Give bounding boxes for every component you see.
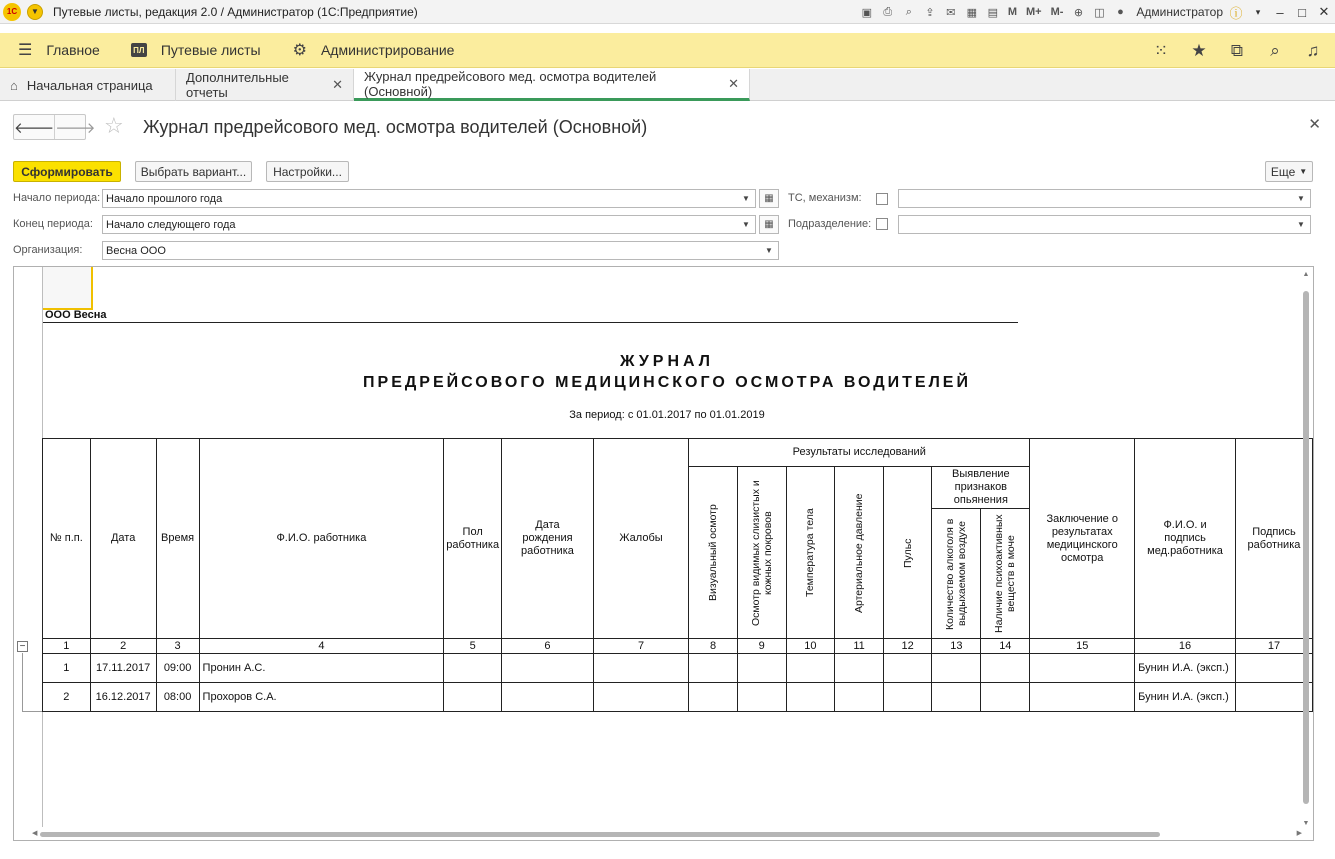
col-number: 3 bbox=[156, 639, 199, 654]
header-mucous bbox=[737, 467, 786, 639]
zoom-icon[interactable]: ⊕ bbox=[1073, 6, 1084, 19]
forward-arrow-icon[interactable]: 🡒 bbox=[54, 115, 95, 139]
tab-home[interactable] bbox=[0, 69, 176, 101]
menu-waybills[interactable] bbox=[131, 33, 261, 68]
group-bracket bbox=[22, 711, 42, 712]
chevron-down-icon[interactable]: ▼ bbox=[1297, 220, 1305, 229]
window-titlebar bbox=[0, 0, 1335, 24]
chevron-down-icon[interactable]: ▼ bbox=[765, 246, 773, 255]
tab-journal-label: Журнал предрейсового мед. осмотра водителей (Основной) bbox=[364, 68, 657, 99]
organization-label: Организация: bbox=[13, 244, 83, 256]
row-date[interactable]: 16.12.2017 bbox=[90, 683, 156, 712]
row-cell[interactable] bbox=[593, 654, 688, 683]
scroll-down-icon[interactable]: ▼ bbox=[1302, 820, 1310, 827]
period-start-value: Начало прошлого года bbox=[106, 192, 223, 205]
header-visual-text: Визуальный осмотр bbox=[707, 504, 720, 601]
system-toolbar bbox=[858, 3, 1223, 21]
tab-additional-reports-label: Дополнительные отчеты bbox=[186, 70, 289, 100]
waybills-icon: ПЛ bbox=[131, 43, 147, 57]
calendar-icon[interactable]: ▦ bbox=[759, 215, 779, 234]
header-pulse-text: Пульс bbox=[901, 537, 914, 568]
header-temp bbox=[786, 467, 835, 639]
header-pulse bbox=[883, 467, 932, 639]
row-cell[interactable] bbox=[981, 683, 1030, 712]
tab-journal[interactable] bbox=[354, 69, 750, 101]
col-number: 5 bbox=[444, 639, 502, 654]
attach-icon[interactable]: ⇪ bbox=[925, 6, 935, 19]
memory-button[interactable]: M bbox=[1007, 6, 1017, 18]
col-number: 9 bbox=[737, 639, 786, 654]
search-icon[interactable]: ⌕ bbox=[1270, 40, 1280, 60]
favorites-star-icon[interactable]: ★ bbox=[1191, 40, 1207, 60]
row-fio[interactable]: Пронин А.С. bbox=[199, 654, 444, 683]
info-icon[interactable]: ⓘ bbox=[1229, 5, 1243, 21]
horizontal-scrollbar[interactable] bbox=[32, 829, 1302, 839]
app-logo-icon: 1С bbox=[3, 3, 21, 21]
menu-waybills-label: Путевые листы bbox=[160, 42, 261, 58]
favorite-star-icon[interactable]: ☆ bbox=[104, 113, 124, 138]
header-temp-text: Температура тела bbox=[804, 508, 817, 597]
report-spreadsheet[interactable] bbox=[13, 266, 1314, 841]
scroll-left-icon[interactable]: ◀ bbox=[32, 830, 38, 837]
row-cell[interactable] bbox=[689, 654, 738, 683]
col-number: 2 bbox=[90, 639, 156, 654]
row-cell[interactable] bbox=[883, 654, 932, 683]
row-time[interactable]: 08:00 bbox=[156, 683, 199, 712]
row-cell[interactable] bbox=[932, 683, 981, 712]
row-medic[interactable]: Бунин И.А. (эксп.) bbox=[1135, 683, 1236, 712]
back-arrow-icon[interactable]: 🡐 bbox=[14, 119, 55, 137]
header-medic: Ф.И.О. и подпись мед.работника bbox=[1135, 439, 1236, 639]
calendar-icon[interactable]: ▤ bbox=[987, 6, 999, 19]
col-number: 1 bbox=[43, 639, 91, 654]
scroll-up-icon[interactable]: ▲ bbox=[1302, 271, 1310, 278]
vehicle-label: ТС, механизм: bbox=[788, 192, 862, 204]
period-end-label: Конец периода: bbox=[13, 218, 93, 230]
col-number: 12 bbox=[883, 639, 932, 654]
tab-additional-reports[interactable] bbox=[176, 69, 354, 101]
main-menu-dropdown-icon[interactable]: ▼ bbox=[27, 4, 43, 20]
close-tab-icon[interactable]: ✕ bbox=[728, 75, 739, 91]
division-checkbox[interactable] bbox=[876, 218, 888, 230]
more-button-label: Еще bbox=[1270, 164, 1296, 179]
col-number: 15 bbox=[1030, 639, 1135, 654]
row-cell[interactable] bbox=[883, 683, 932, 712]
functions-grid-icon[interactable]: ⁙ bbox=[1153, 40, 1169, 60]
report-organization: ООО Весна bbox=[45, 309, 107, 321]
memory-minus-button[interactable]: M- bbox=[1050, 6, 1064, 18]
save-icon[interactable]: ▣ bbox=[861, 6, 873, 19]
row-num[interactable]: 1 bbox=[43, 654, 91, 683]
row-cell[interactable] bbox=[444, 683, 502, 712]
row-cell[interactable] bbox=[1030, 683, 1135, 712]
period-start-label: Начало периода: bbox=[13, 192, 101, 204]
calendar-icon[interactable]: ▦ bbox=[759, 189, 779, 208]
gear-icon: ⚙ bbox=[292, 42, 307, 59]
selected-cell[interactable] bbox=[43, 267, 93, 310]
header-results: Результаты исследований bbox=[689, 439, 1030, 467]
calculator-icon[interactable]: ▦ bbox=[966, 6, 978, 19]
row-cell[interactable] bbox=[737, 683, 786, 712]
col-number: 10 bbox=[786, 639, 835, 654]
user-icon: ● bbox=[1117, 6, 1124, 18]
organization-underline bbox=[43, 322, 1018, 323]
header-pressure-text: Артериальное давление bbox=[853, 492, 866, 613]
scroll-right-icon[interactable]: ▶ bbox=[1296, 830, 1302, 837]
vehicle-field[interactable] bbox=[898, 189, 1311, 208]
col-number: 14 bbox=[981, 639, 1030, 654]
preview-icon[interactable]: ⌕ bbox=[905, 5, 912, 18]
header-signature: Подпись работника bbox=[1235, 439, 1312, 639]
header-complaints: Жалобы bbox=[593, 439, 688, 639]
menu-main[interactable] bbox=[18, 33, 100, 68]
header-conclusion: Заключение о результатах медицинского осмотра bbox=[1030, 439, 1135, 639]
section-menubar bbox=[0, 33, 1335, 68]
print-icon[interactable]: ⎙ bbox=[883, 5, 893, 18]
col-number: 11 bbox=[835, 639, 884, 654]
header-alcohol bbox=[932, 509, 981, 639]
menu-main-label: Главное bbox=[46, 42, 100, 58]
col-number: 4 bbox=[199, 639, 444, 654]
menu-admin[interactable] bbox=[293, 33, 455, 68]
report-subtitle: ПРЕДРЕЙСОВОГО МЕДИЦИНСКОГО ОСМОТРА ВОДИТЕЛЕЙ bbox=[363, 374, 971, 391]
vehicle-checkbox[interactable] bbox=[876, 193, 888, 205]
column-numbers-row bbox=[43, 639, 1313, 654]
col-number: 6 bbox=[502, 639, 594, 654]
menu-admin-label: Администрирование bbox=[320, 42, 455, 58]
row-cell[interactable] bbox=[593, 683, 688, 712]
period-start-field[interactable] bbox=[102, 189, 756, 208]
window-title: Путевые листы, редакция 2.0 / Администратор (1С:Предприятие) bbox=[53, 4, 418, 19]
header-pressure bbox=[835, 467, 884, 639]
journal-table bbox=[42, 438, 1313, 712]
vertical-scroll-thumb[interactable] bbox=[1303, 291, 1309, 804]
table-row[interactable] bbox=[43, 683, 1313, 712]
row-cell[interactable] bbox=[835, 683, 884, 712]
row-cell[interactable] bbox=[444, 654, 502, 683]
header-sex: Пол работника bbox=[444, 439, 502, 639]
row-time[interactable]: 09:00 bbox=[156, 654, 199, 683]
close-form-icon[interactable]: ✕ bbox=[1308, 116, 1321, 133]
collapse-group-icon[interactable]: − bbox=[17, 641, 28, 652]
row-cell[interactable] bbox=[502, 654, 594, 683]
tab-home-label: Начальная страница bbox=[26, 77, 153, 93]
row-cell[interactable] bbox=[1030, 654, 1135, 683]
horizontal-scroll-thumb[interactable] bbox=[40, 832, 1160, 837]
dropdown-icon[interactable]: ▾ bbox=[1255, 6, 1261, 17]
row-cell[interactable] bbox=[689, 683, 738, 712]
header-psycho bbox=[981, 509, 1030, 639]
period-end-field[interactable] bbox=[102, 215, 756, 234]
row-cell[interactable] bbox=[981, 654, 1030, 683]
close-tab-icon[interactable]: ✕ bbox=[332, 77, 343, 92]
header-date: Дата bbox=[90, 439, 156, 639]
chevron-down-icon: ▼ bbox=[1299, 167, 1308, 176]
page-title: Журнал предрейсового мед. осмотра водителей (Основной) bbox=[143, 117, 648, 137]
col-number: 13 bbox=[932, 639, 981, 654]
hamburger-icon: ☰ bbox=[18, 42, 33, 59]
row-fio[interactable]: Прохоров С.А. bbox=[199, 683, 444, 712]
report-period: За период: с 01.01.2017 по 01.01.2019 bbox=[569, 409, 765, 421]
row-cell[interactable] bbox=[835, 654, 884, 683]
row-num[interactable]: 2 bbox=[43, 683, 91, 712]
group-bracket bbox=[22, 653, 23, 711]
choose-variant-button[interactable]: Выбрать вариант... bbox=[135, 161, 252, 182]
row-date[interactable]: 17.11.2017 bbox=[90, 654, 156, 683]
header-intox: Выявление признаков опьянения bbox=[932, 467, 1030, 509]
settings-button[interactable]: Настройки... bbox=[266, 161, 349, 182]
window-controls bbox=[1225, 0, 1335, 24]
report-title: ЖУРНАЛ bbox=[619, 353, 714, 370]
memory-plus-button[interactable]: M+ bbox=[1026, 6, 1042, 18]
header-mucous-text: Осмотр видимых слизистых и кожных покровов bbox=[749, 479, 774, 626]
row-cell[interactable] bbox=[737, 654, 786, 683]
period-end-value: Начало следующего года bbox=[106, 218, 236, 231]
current-user[interactable]: Администратор bbox=[1136, 5, 1223, 19]
division-label: Подразделение: bbox=[788, 218, 872, 230]
home-icon: ⌂ bbox=[10, 77, 18, 93]
chevron-down-icon[interactable]: ▼ bbox=[742, 220, 750, 229]
send-icon[interactable]: ✉ bbox=[946, 6, 956, 19]
chevron-down-icon[interactable]: ▼ bbox=[1297, 194, 1305, 203]
tab-bar bbox=[0, 69, 1335, 101]
col-number: 8 bbox=[689, 639, 738, 654]
header-psycho-text: Наличие психоактивных веществ в моче bbox=[993, 514, 1018, 633]
col-number: 17 bbox=[1235, 639, 1312, 654]
header-num: № п.п. bbox=[43, 439, 91, 639]
maximize-icon[interactable]: □ bbox=[1298, 4, 1306, 20]
header-birth: Дата рождения работника bbox=[502, 439, 594, 639]
row-cell[interactable] bbox=[786, 654, 835, 683]
history-navigation bbox=[13, 114, 96, 140]
organization-field[interactable] bbox=[102, 241, 779, 260]
row-cell[interactable] bbox=[932, 654, 981, 683]
header-visual bbox=[689, 467, 738, 639]
division-field[interactable] bbox=[898, 215, 1311, 234]
vertical-scrollbar[interactable] bbox=[1301, 271, 1311, 827]
organization-value: Весна ООО bbox=[106, 244, 166, 257]
chevron-down-icon[interactable]: ▼ bbox=[742, 194, 750, 203]
header-time: Время bbox=[156, 439, 199, 639]
history-icon[interactable]: ⧉ bbox=[1230, 40, 1244, 60]
panels-icon[interactable]: ◫ bbox=[1094, 6, 1105, 19]
notifications-bell-icon[interactable]: ♫ bbox=[1306, 40, 1320, 60]
generate-button[interactable]: Сформировать bbox=[13, 161, 121, 182]
row-medic[interactable]: Бунин И.А. (эксп.) bbox=[1135, 654, 1236, 683]
header-fio: Ф.И.О. работника bbox=[199, 439, 444, 639]
menu-right-tools bbox=[1151, 33, 1323, 68]
header-alcohol-text: Количество алкоголя в выдыхаемом воздухе bbox=[944, 517, 969, 630]
row-cell[interactable] bbox=[786, 683, 835, 712]
row-cell[interactable] bbox=[502, 683, 594, 712]
minimize-icon[interactable]: – bbox=[1276, 4, 1284, 20]
table-row[interactable] bbox=[43, 654, 1313, 683]
more-button[interactable] bbox=[1265, 161, 1313, 182]
col-number: 16 bbox=[1135, 639, 1236, 654]
col-number: 7 bbox=[593, 639, 688, 654]
close-window-icon[interactable]: ✕ bbox=[1318, 4, 1330, 19]
